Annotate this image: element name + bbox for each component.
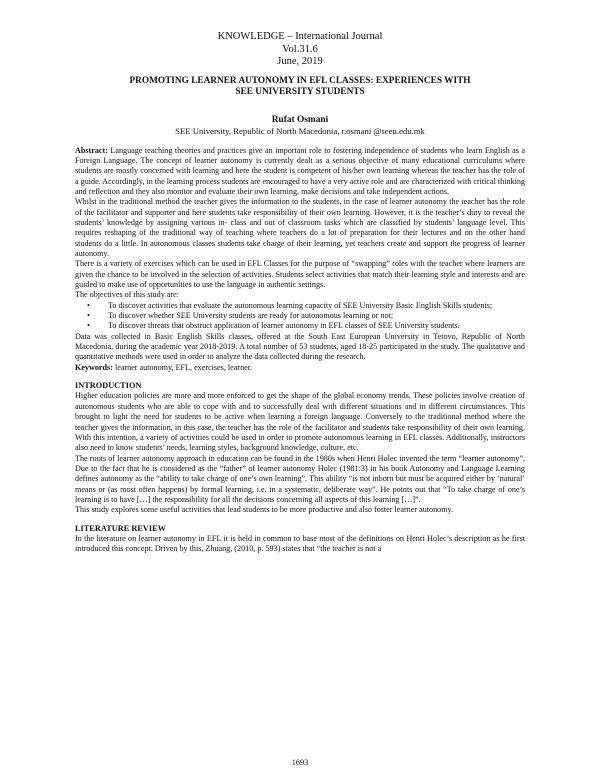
abstract-paragraph-4: Data was collected in Basic English Skills classes, offered at the South East European University in Tetovo, Republic of North Macedonia, during the academic year 2018-2019. A total number of 53 students, aged 18-25 participated in the study. The qualitative and quantitative methods were used in order to analyze the data collected during the research.	[75, 331, 525, 362]
paper-title-line1: PROMOTING LEARNER AUTONOMY IN EFL CLASSES: EXPERIENCES WITH	[129, 75, 471, 86]
objective-item	[87, 321, 525, 331]
journal-name: KNOWLEDGE – International Journal	[217, 31, 383, 42]
objective-text: To discover threats that obstruct application of learner autonomy in EFL classes of SEE University students.	[108, 321, 460, 331]
objective-item	[87, 300, 525, 311]
objective-text: To discover whether SEE University students are ready for autonomous learning or not;	[108, 311, 394, 320]
introduction-paragraph-3: This study explores some useful activities that lead students to be more productive and also foster learner autonomy.	[75, 505, 454, 515]
abstract-paragraph-3: There is a variety of exercises which can be used in EFL Classes for the purpose of “swapping” roles with the teacher where learners are given the chance to be involved in the selection of activities. Students select activities that match their learning style and interests and are guided to make use of opportunities to use the language in authentic settings.	[75, 259, 525, 289]
keywords-line	[75, 363, 525, 373]
objectives-intro: The objectives of this study are:	[75, 290, 180, 300]
literature-review-paragraph-1: In the literature on learner autonomy in EFL it is held in common to base most of the definitions on Henri Holec’s description as he first introduced this concept. Driven by this, Zhuang, (2010, p. 593) states that “the teacher is not a	[75, 534, 525, 554]
author-affiliation: SEE University, Republic of North Macedonia, r.osmani @seeu.edu.mk	[175, 125, 425, 136]
abstract-paragraph-2: Whilst in the traditional method the teacher gives the information to the students, in the case of learner autonomy the teacher has the role of the facilitator and supporter and here students take responsibility of their own learning. However, it is the teacher’s duty to reveal the students’ knowledge by assigning various in- class and out of classroom tasks which are classified by students’ language level. This requires reshaping of the traditional way of teaching where teachers do a lot of preparation for their lectures and on the other hand students do a little. In autonomous classes students take charge of their learning, yet teachers create and support the progress of learner autonomy.	[75, 197, 525, 258]
author-name: Rufat Osmani	[271, 114, 329, 125]
introduction-heading: INTRODUCTION	[75, 381, 142, 391]
objective-item	[87, 311, 525, 321]
introduction-paragraph-1: Higher education policies are more and more enforced to get the shape of the global economy trends. These policies involve creation of autonomous students who are able to cope with and to successfully deal with different situations and in different circumstances. This brought to light the need for students to be active when learning a foreign language. Conversely to the traditional method where the teacher gives the information, in this case, the teacher has the role of the facilitator and students take responsibility of their own learning. With this intention, a variety of activities could be used in order to promote autonomous learning in EFL classes. Additionally, instructors also need to know students’ needs, learning styles, background knowledge, culture, etc.	[75, 391, 525, 453]
journal-volume: Vol.31.6	[282, 43, 318, 55]
keywords-label: Keywords:	[75, 362, 113, 372]
page-number: 1693	[291, 758, 309, 767]
abstract-text-1: Language teaching theories and practices give an important role to fostering independence of students who learn English as a Foreign Language. The concept of learner autonomy is currently dealt as a serious objective of many educational curriculums where students are mostly concerned with learning and here the student is competent of his/her own learning whereas the teacher has the role of a guide. Accordingly, in the learning process students are encouraged to have a very active role and are characterized with critical thinking and reflection and they also monitor and evaluate their own learning, make decisions and take independent actions.	[75, 145, 525, 196]
keywords-text: learner autonomy, EFL, exercises, learner.	[112, 362, 253, 372]
journal-header	[75, 31, 525, 69]
bullet-icon: •	[87, 321, 90, 331]
paper-title-line2: SEE UNIVERSITY STUDENTS	[235, 87, 365, 97]
objectives-list	[75, 301, 525, 332]
bullet-icon: •	[87, 311, 90, 320]
bullet-icon: •	[87, 300, 90, 310]
paper-title	[75, 76, 525, 99]
abstract-paragraph-1	[75, 146, 525, 198]
abstract-label: Abstract:	[75, 145, 108, 155]
introduction-paragraph-2: The roots of learner autonomy approach in education can be found in the 1980s when Henri Holec invented the term “learner autonomy”. Due to the fact that he is considered as the “father” of learner autonomy Holec (1981:3) in his book Autonomy and Language Learning defines autonomy as the “ability to take charge of one’s own learning”. This ability “is not inborn but must be acquired either by ‘natural’ means or (as most often happens) by formal learning, i.e. in a systematic, deliberate way”. He points out that “To take charge of one’s learning is to have […] the responsibility for all the decisions concerning all aspects of this learning […]”.	[75, 453, 525, 504]
objective-text: To discover activities that evaluate the autonomous learning capacity of SEE University Basic English Skills students;	[108, 300, 493, 310]
literature-review-heading: LITERATURE REVIEW	[75, 523, 166, 533]
journal-date: June, 2019	[277, 56, 323, 67]
